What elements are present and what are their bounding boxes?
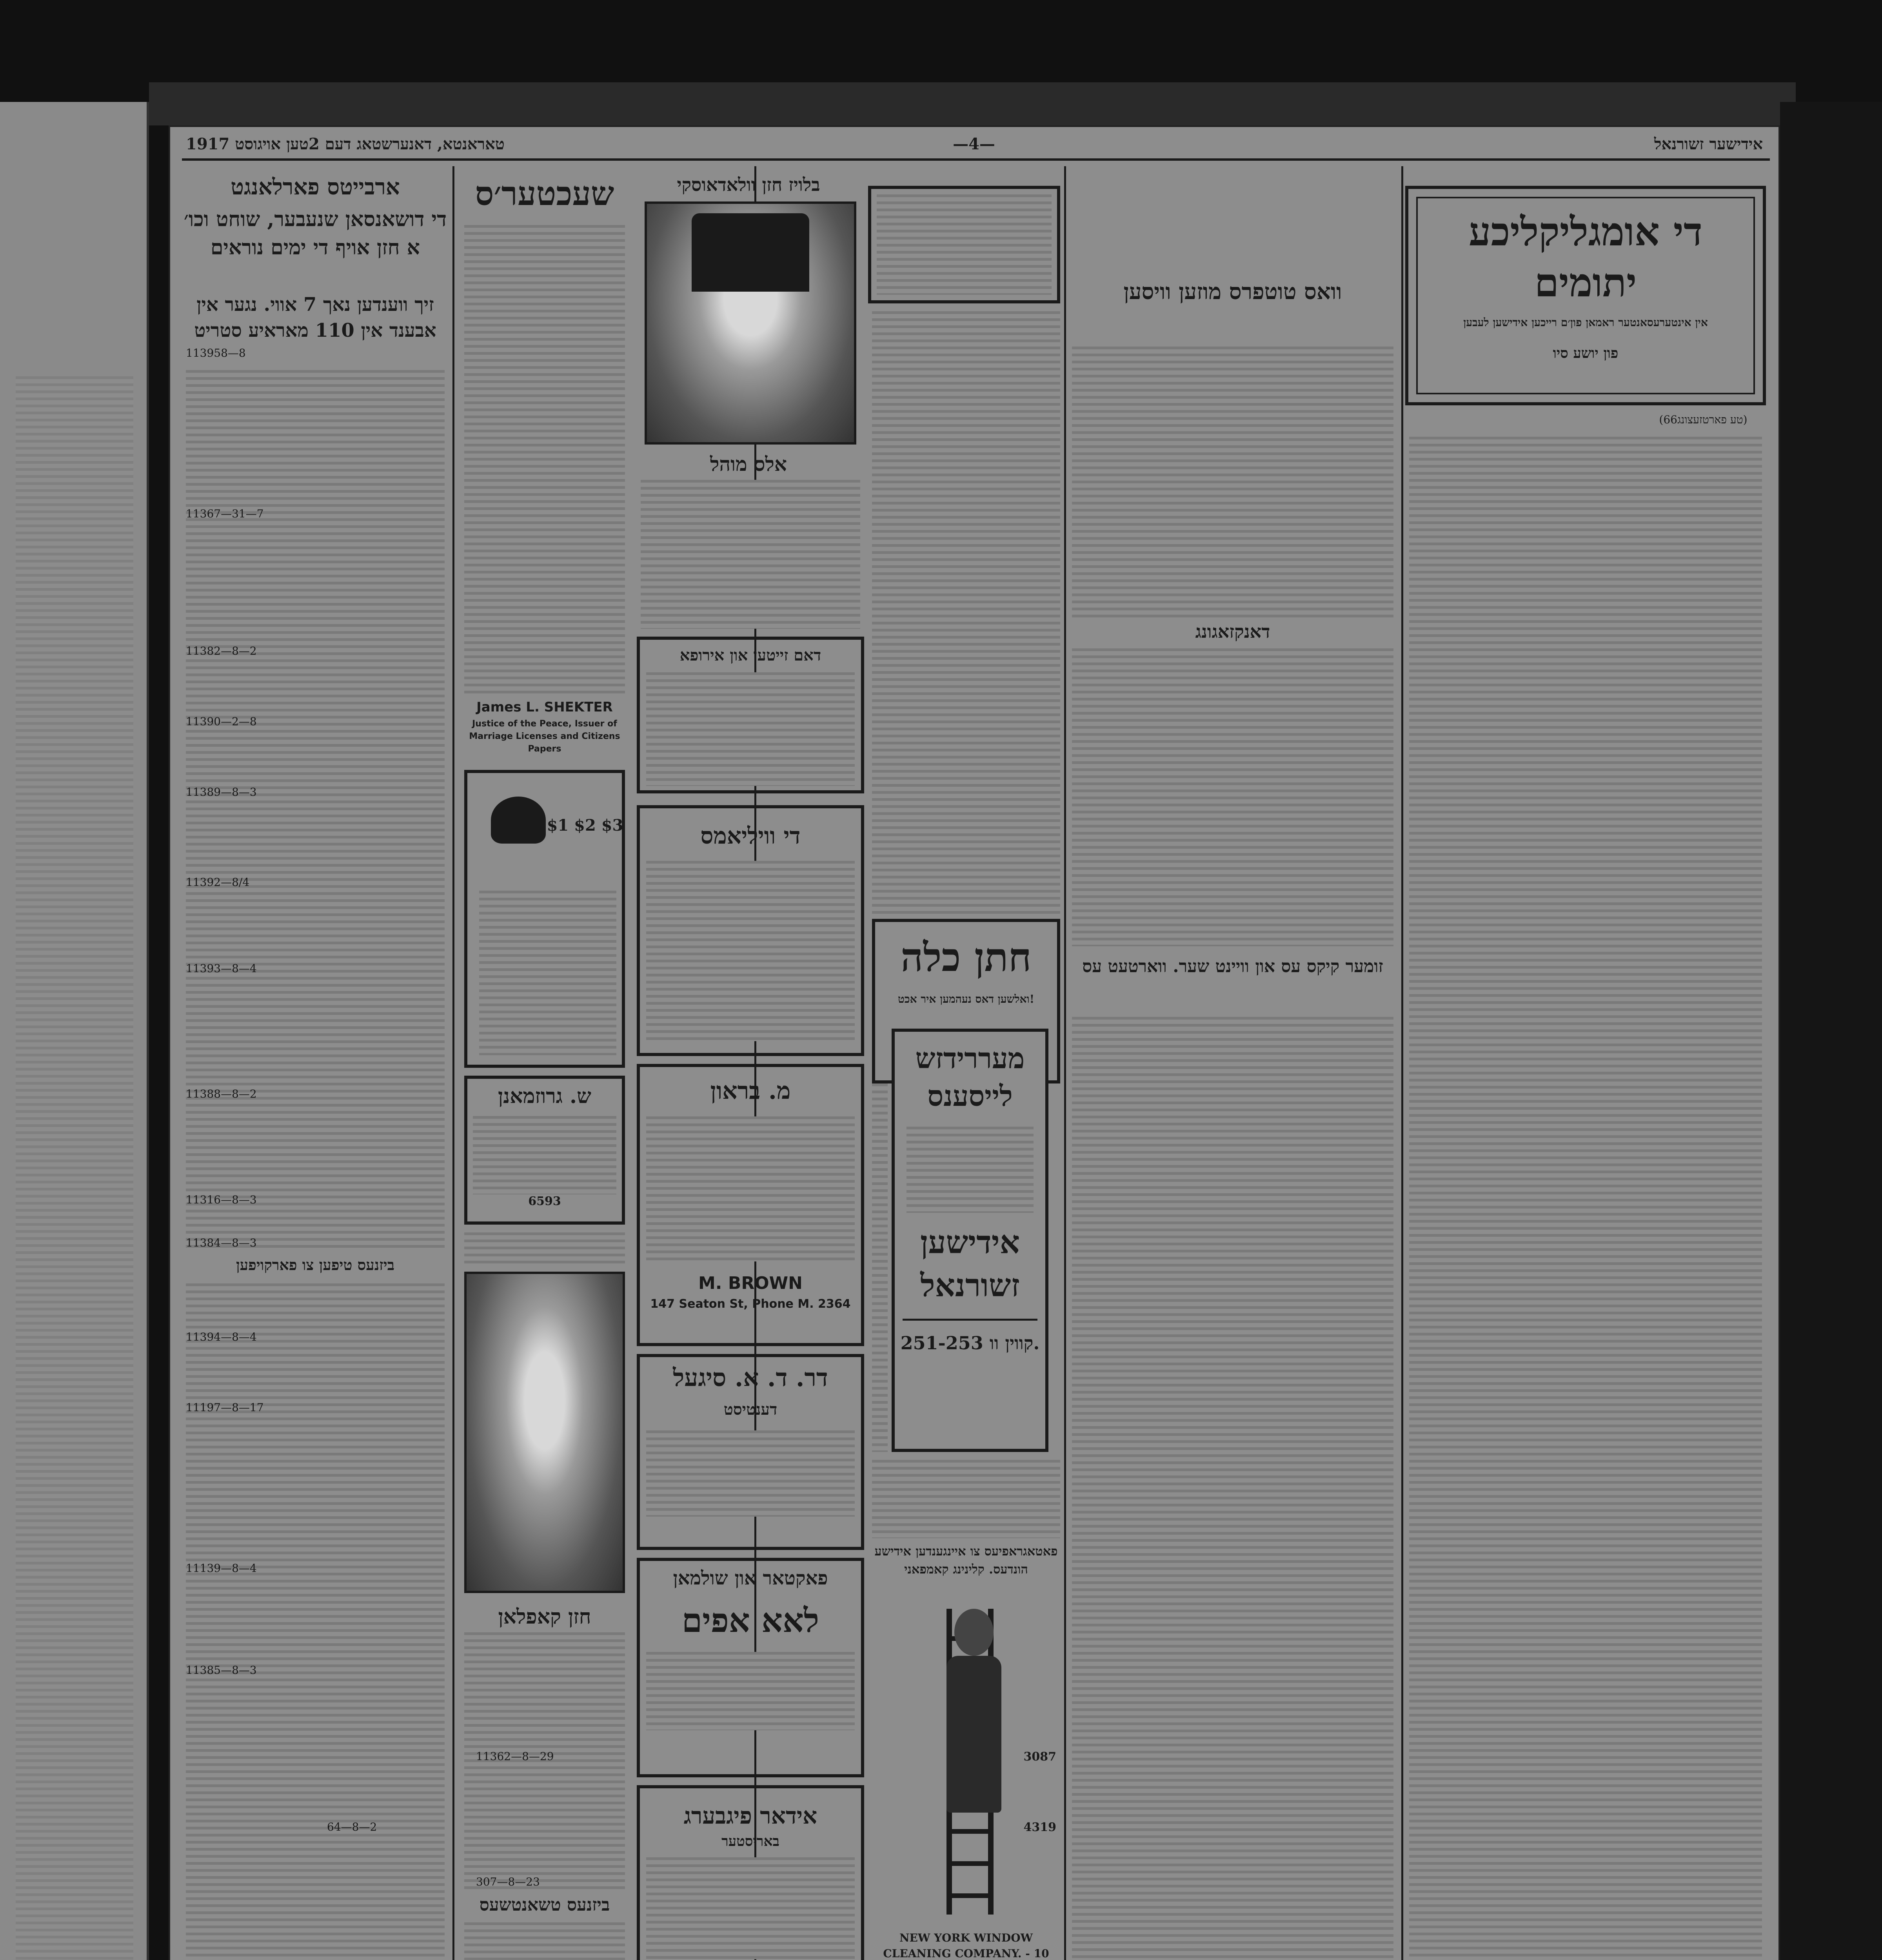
paper-name: אידישער זשורנאל [1654,135,1763,153]
classified-code: 11389—8—3 [186,786,257,799]
factor-shulman-ad [637,1558,864,1777]
journal-address: 251-253 קווין וו. [900,1332,1040,1354]
siegel-dentist-title: דר. ד. א. סיגעל [673,1363,828,1392]
justice-line-2: Marriage Licenses and Citizens [469,731,620,741]
phone-3087: 3087 [1023,1750,1056,1764]
previous-page-text [16,376,133,1960]
justice-line-1: Justice of the Peace, Issuer of [472,719,617,729]
vladovsky-heading: בלויז חזן וולאדאוסקי [677,174,820,195]
feinberg-title: אידאר פיגבערג [683,1802,817,1829]
classified-code: 11367—31—7 [186,507,264,520]
grossman-ad [464,1076,625,1225]
grossman-text [473,1116,616,1194]
marriage-license-ad [892,1029,1048,1452]
feinberg-text [646,1857,855,1959]
factor-shulman-text [646,1652,855,1730]
col2-section-thanks: דאנקזאגונג [1195,621,1270,642]
classified-code: 11393—8—4 [186,962,257,975]
serial-body-text [1409,437,1762,1960]
serial-chapter: (66טע פארטזעצונג) [1659,413,1748,426]
column-rule-4 [452,166,454,1960]
classified-code: 11390—2—8 [186,715,257,728]
col2-headline: וואס טוטפרס מוזען וויסען [1123,279,1342,305]
scanner-right-band [1780,102,1882,1960]
factor-shulman-title: פאקטאר און שולמאן [673,1567,828,1589]
previous-page-strip [0,102,149,1960]
newspaper-page [169,125,1780,1960]
siegel-dentist-subtitle: דענטיסט [723,1400,778,1419]
brown-ad-text [646,1116,855,1261]
col3-notice-box [868,186,1060,303]
classified-code: 113958—8 [186,347,246,359]
classified-code: 64—8—2 [327,1820,377,1833]
col3-text-a [872,311,1060,915]
classified-code: 11197—8—17 [186,1401,264,1414]
justice-name: James L. SHEKTER [476,699,613,715]
journal-rule [903,1319,1037,1321]
siegel-dentist-ad [637,1354,864,1550]
classified-code: 11362—8—29 [476,1750,554,1763]
classified-code: 11384—8—3 [186,1236,257,1249]
col2-text-c [1072,1017,1393,1960]
col5-text-c [464,1922,625,1960]
mohel-title: אלס מוהל [710,452,787,475]
col2-text-b [1072,648,1393,946]
window-company-en: NEW YORK WINDOW CLEANING COMPANY. - 10 [883,1931,1049,1960]
help-wanted-subtitle: די דושאנסאן שנעבער, שוחט וכו׳ א חזן אויף די ימים נוראים [183,207,447,260]
chosen-kale-title: חתן כלה [901,934,1032,980]
hat-icon [491,797,546,844]
classified-code: 11316—8—3 [186,1193,257,1206]
brown-ad [637,1064,864,1346]
europe-ad [637,637,864,793]
business-chances-title: ביזנעס טשאנטשעס [479,1895,610,1915]
feinberg-subtitle: באריסטער [721,1833,779,1849]
col2-story-headline: זומער קיקס עס און וויינט שער. ווארטעט עס [1082,956,1383,976]
classified-code: 11388—8—2 [186,1087,257,1100]
page-number: —4— [953,135,995,153]
phone-4319: 4319 [1023,1820,1056,1834]
serial-author: פון יושע סיו [1553,345,1619,361]
worker-figure-icon [954,1609,994,1656]
factor-shulman-subtitle: לאא אפים [681,1601,819,1640]
hat-ad-text [479,891,616,1055]
brown-ad-title: מ. בראון [710,1077,791,1105]
window-company-he: פאטאגראפיעס צו איינגענדען אידישע הונדעס. קלינינג קאמפאני [874,1544,1058,1577]
column-rule-2 [1064,166,1066,1960]
help-wanted-detail: זיך ווענדען נאך 7 אווי. נגער אין אבענד אין 110 מאראיע סטריט [194,294,436,341]
cantor-kaplan-photo [464,1272,625,1593]
cantor-kaplan-name: חזן קאפלאן [498,1605,591,1629]
grossman-phone: 6593 [528,1194,561,1208]
marriage-license-title: מעררידזש לייסענס [915,1042,1025,1112]
classified-code: 307—8—23 [476,1875,540,1888]
hat-ad [464,770,625,1068]
grossman-title: ש. גרוזמאנן [498,1084,591,1108]
classified-code: 11139—8—4 [186,1562,257,1575]
column-rule-1 [1401,166,1403,1960]
classifieds-text-b [186,1283,445,1960]
europe-ad-title: דאם זייטען און אירופא [679,646,821,664]
classified-code: 11394—8—4 [186,1330,257,1343]
brown-ad-address: 147 Seaton St, Phone M. 2364 [650,1297,851,1311]
col5-text-a [464,1232,625,1264]
scanner-top-band [149,82,1796,125]
serial-title-box [1405,186,1766,405]
classified-code: 11392—8/4 [186,876,250,889]
williams-ad-title: די וויליאמס [700,822,801,849]
serial-title: די אומגליקליכע יתומים [1468,209,1703,306]
hat-ad-prices: $1 $2 $3 [547,816,623,835]
brown-ad-en: M. BROWN [698,1273,803,1293]
col2-text-a [1072,347,1393,621]
williams-ad [637,805,864,1056]
col3-notice-text [877,194,1052,295]
journal-name: אידישען זשורנאל [920,1224,1020,1304]
serial-title-inner-frame [1416,197,1755,394]
chosen-kale-subtitle: ואלשען דאס נעהמען איר אכט! [898,993,1034,1005]
justice-line-3: Papers [528,744,561,754]
classified-code: 11382—8—2 [186,644,257,657]
col3-text-b [872,1083,888,1452]
mohel-text [641,480,860,629]
marriage-license-text [906,1127,1034,1213]
williams-ad-text [646,861,855,1041]
masthead-rule [182,158,1770,161]
top-hat-icon [692,213,809,292]
date-line: טאראנטא, דאנערשטאג דעם 2טען אויגוסט 1917 [186,135,505,153]
shekter-title: שעכטער׳ס [475,174,614,213]
shekter-text [464,225,625,695]
europe-ad-text [646,672,855,786]
worker-body-icon [946,1656,1001,1813]
classifieds-text-a [186,370,445,1248]
business-for-sale-title: ביזנעס טיפען צו פארקויפען [236,1256,395,1274]
serial-subtitle: אין אינטערעסאנטער ראמאן פון׳ם רייכען אידישען לעבען [1463,316,1708,329]
help-wanted-title: ארבייטס פארלאנגט [231,174,400,200]
col3-text-c [872,1460,1060,1538]
siegel-dentist-text [646,1430,855,1517]
classified-code: 11385—8—3 [186,1664,257,1677]
feinberg-ad [637,1785,864,1960]
